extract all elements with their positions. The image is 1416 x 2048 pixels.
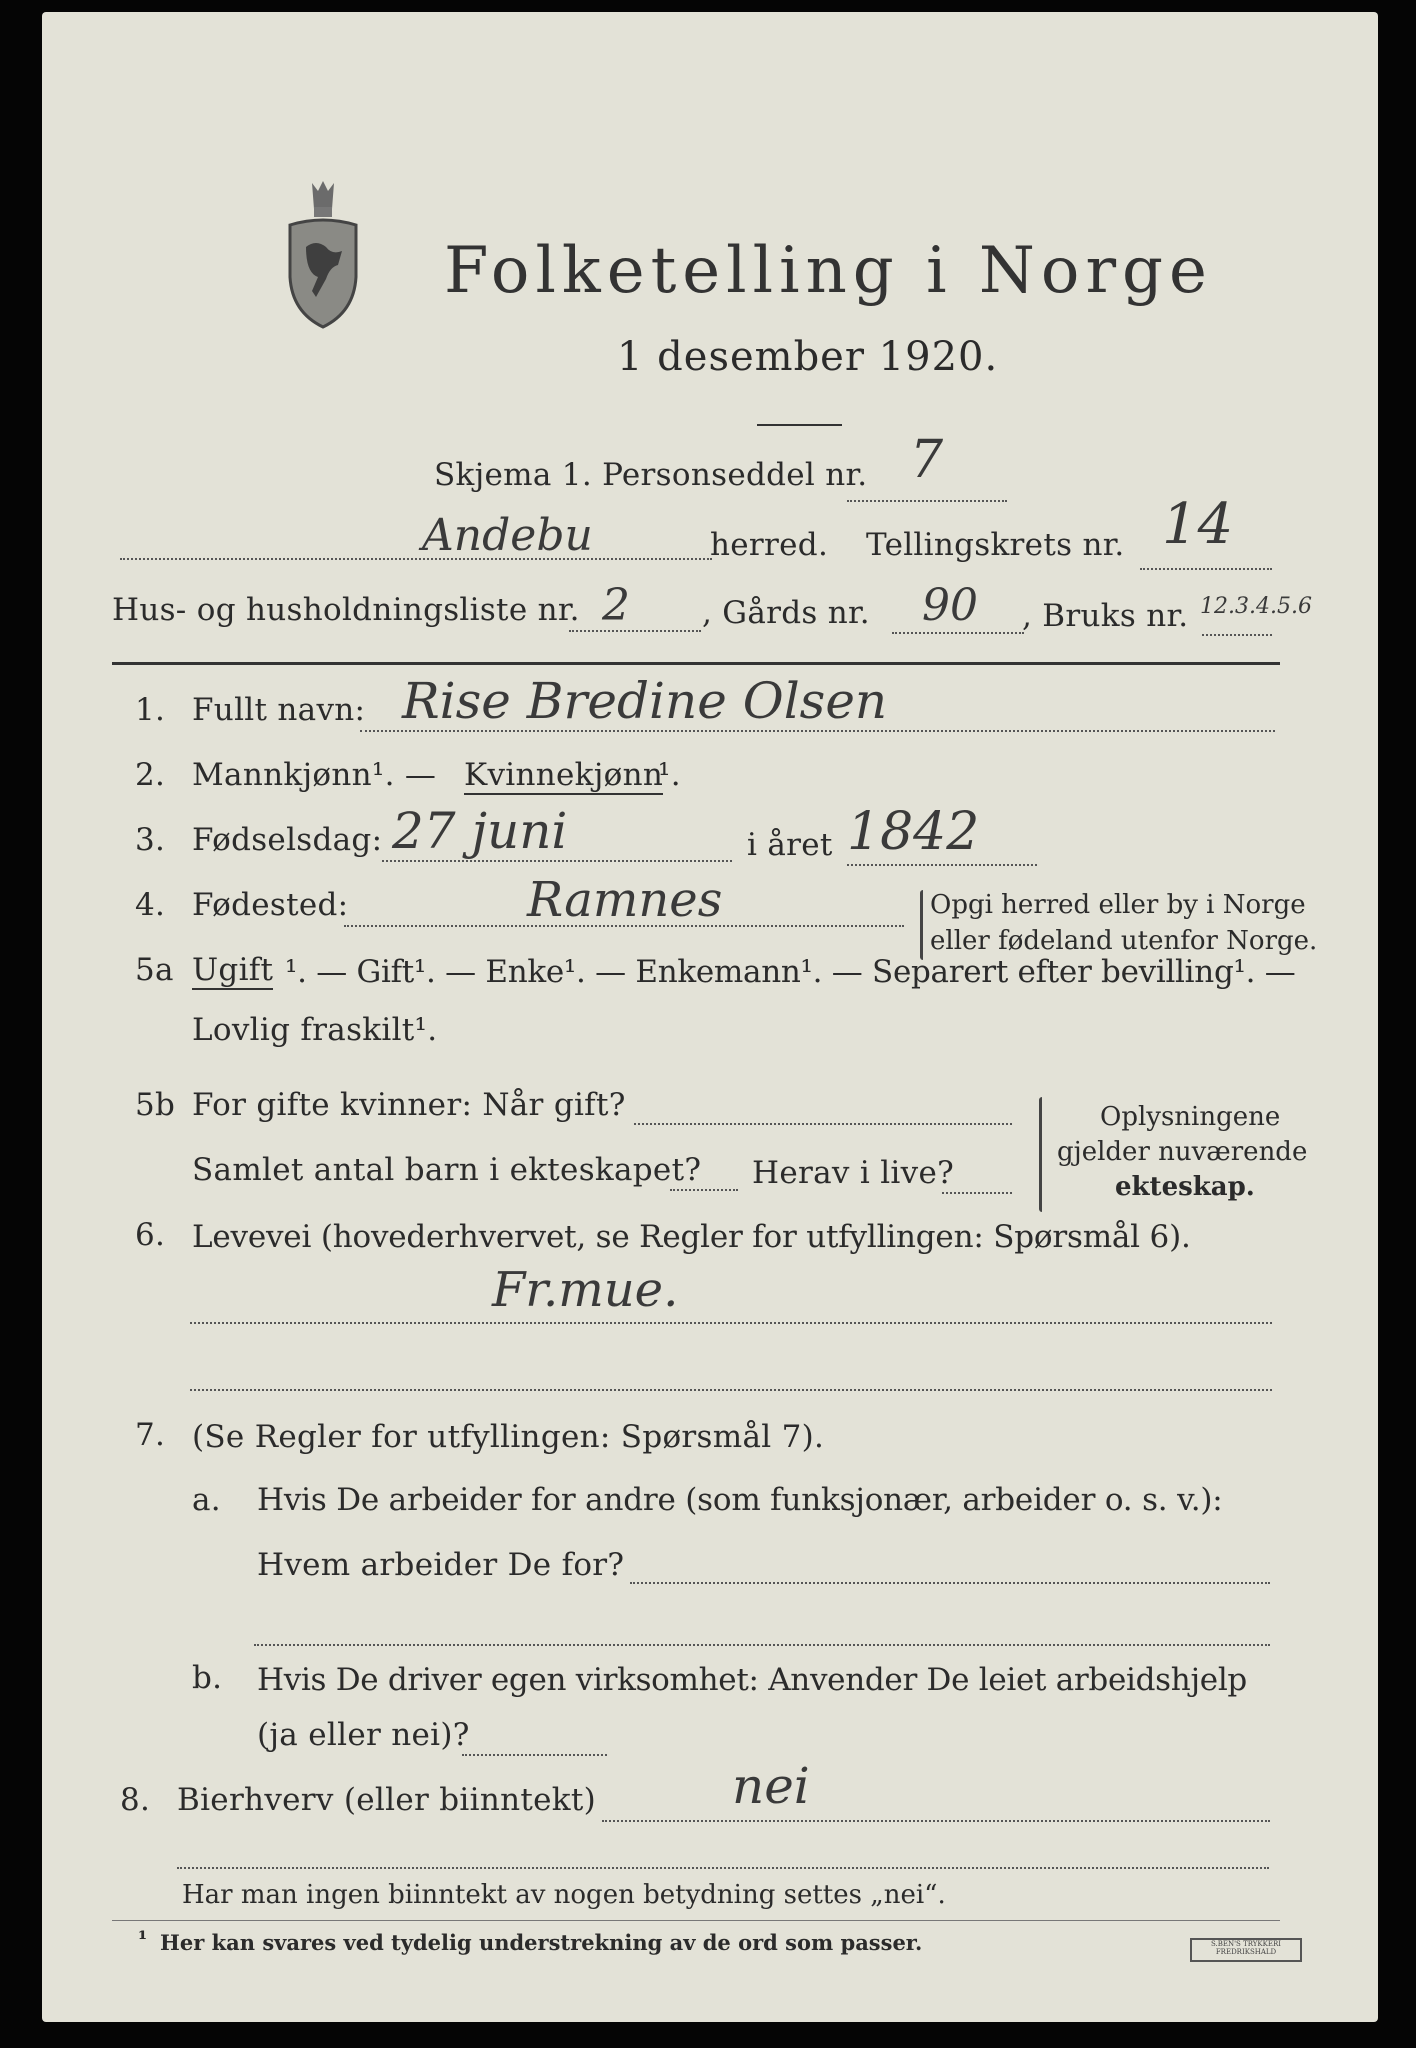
q5b-note-line1: Oplysningene xyxy=(1100,1102,1281,1132)
personseddel-field-line xyxy=(847,500,1007,502)
coat-of-arms-emblem xyxy=(282,177,364,337)
header-divider xyxy=(112,662,1280,665)
form-date: 1 desember 1920. xyxy=(617,334,999,380)
bruks-label: , Bruks nr. xyxy=(1022,598,1189,634)
q7a-employer-field2 xyxy=(254,1644,1270,1646)
tellingskrets-label: Tellingskrets nr. xyxy=(866,527,1125,563)
herred-label: herred. xyxy=(710,527,829,563)
q5a-number: 5a xyxy=(135,952,174,988)
q3-year-field-line xyxy=(847,864,1037,866)
q5b-label: For gifte kvinner: Når gift? xyxy=(192,1087,626,1123)
q8-label: Bierhverv (eller biinntekt) xyxy=(177,1782,597,1818)
q6-number: 6. xyxy=(135,1217,166,1253)
q1-label: Fullt navn: xyxy=(192,692,366,728)
tellingskrets-field-line xyxy=(1140,568,1272,570)
birth-place-value: Ramnes xyxy=(527,872,723,928)
q6-field-line2 xyxy=(190,1389,1272,1391)
q6-field-line1 xyxy=(190,1322,1272,1324)
q7b-question: Hvis De driver egen virksomhet: Anvender De leiet arbeidshjelp xyxy=(257,1662,1247,1698)
q5b-note-line2: gjelder nuværende xyxy=(1057,1137,1308,1167)
husliste-nr-value: 2 xyxy=(602,580,630,631)
q4-note-brace xyxy=(920,890,923,960)
footnote-text: Her kan svares ved tydelig understrekning av de ord som passer. xyxy=(160,1930,923,1955)
q4-label: Fødested: xyxy=(192,887,349,923)
q7b-letter: b. xyxy=(192,1660,223,1696)
birth-year-value: 1842 xyxy=(847,802,980,862)
q7a-letter: a. xyxy=(192,1482,221,1518)
footnote-divider xyxy=(112,1920,1280,1921)
q7-number: 7. xyxy=(135,1417,166,1453)
q7b-answer-field xyxy=(462,1754,607,1756)
q5a-ugift-underlined: Ugift xyxy=(192,952,274,988)
q1-field-line xyxy=(360,730,1275,732)
q5b-children-label: Samlet antal barn i ekteskapet? xyxy=(192,1152,702,1188)
q5b-alive-label: Herav i live? xyxy=(752,1155,955,1191)
q4-note-line1: Opgi herred eller by i Norge xyxy=(930,890,1306,920)
tellingskrets-nr-value: 14 xyxy=(1162,492,1234,557)
q8-field-line2 xyxy=(177,1867,1269,1869)
q2-number: 2. xyxy=(135,757,166,793)
q3-label: Fødselsdag: xyxy=(192,822,383,858)
printer-stamp: S.BEN'S TRYKKERI FREDRIKSHALD xyxy=(1190,1938,1302,1962)
q5b-note-line3: ekteskap. xyxy=(1115,1172,1255,1202)
q5a-options: ¹. — Gift¹. — Enke¹. — Enkemann¹. — Separert efter bevilling¹. — xyxy=(285,954,1296,990)
birth-date-value: 27 juni xyxy=(392,802,568,860)
occupation-value: Fr.mue. xyxy=(492,1262,679,1318)
q4-note-line2: eller fødeland utenfor Norge. xyxy=(930,926,1318,956)
q7b-jaellernei: (ja eller nei)? xyxy=(257,1717,470,1753)
husliste-field-line xyxy=(569,630,701,632)
q5b-note-brace xyxy=(1039,1097,1042,1212)
q7a-question: Hvis De arbeider for andre (som funksjonær, arbeider o. s. v.): xyxy=(257,1482,1223,1518)
q7a-employer-field xyxy=(630,1582,1270,1584)
q3-field-line xyxy=(382,860,732,862)
q8-note: Har man ingen biinntekt av nogen betydning settes „nei“. xyxy=(182,1880,946,1910)
skjema-label: Skjema 1. Personseddel nr. xyxy=(434,457,868,493)
q6-label: Levevei (hovederhvervet, se Regler for utfyllingen: Spørsmål 6). xyxy=(192,1219,1191,1255)
q8-field-line xyxy=(602,1820,1270,1822)
q5a-line2: Lovlig fraskilt¹. xyxy=(192,1012,438,1048)
side-income-value: nei xyxy=(732,1757,810,1815)
census-form-sheet xyxy=(42,12,1378,2022)
footnote-mark: ¹ xyxy=(138,1926,148,1951)
q5b-when-married-field xyxy=(634,1123,1012,1125)
full-name-value: Rise Bredine Olsen xyxy=(402,672,888,730)
gards-nr-value: 90 xyxy=(922,580,978,631)
herred-name-value: Andebu xyxy=(422,510,593,561)
q2-kvinnekjonn-sup: ¹. xyxy=(658,757,681,793)
husliste-label: Hus- og husholdningsliste nr. xyxy=(112,592,580,628)
q3-number: 3. xyxy=(135,822,166,858)
q5b-number: 5b xyxy=(135,1087,176,1123)
q5b-alive-field xyxy=(942,1192,1012,1194)
herred-field-line xyxy=(120,558,712,560)
form-title: Folketelling i Norge xyxy=(444,234,1213,308)
bruks-nr-value: 12.3.4.5.6 xyxy=(1200,594,1312,619)
personseddel-nr-value: 7 xyxy=(910,430,944,490)
q2-mannkjonn: Mannkjønn¹. — xyxy=(192,757,437,793)
gards-label: , Gårds nr. xyxy=(702,595,870,631)
title-divider xyxy=(757,424,842,426)
q8-number: 8. xyxy=(120,1782,151,1818)
q1-number: 1. xyxy=(135,692,166,728)
bruks-field-line xyxy=(1202,634,1272,636)
q7a-employer-label: Hvem arbeider De for? xyxy=(257,1547,625,1583)
q7-label: (Se Regler for utfyllingen: Spørsmål 7). xyxy=(192,1419,825,1455)
q3-year-label: i året xyxy=(747,827,833,863)
gards-field-line xyxy=(892,632,1024,634)
q5b-children-field xyxy=(670,1189,738,1191)
q4-number: 4. xyxy=(135,887,166,923)
q2-kvinnekjonn-underlined: Kvinnekjønn xyxy=(464,757,664,793)
